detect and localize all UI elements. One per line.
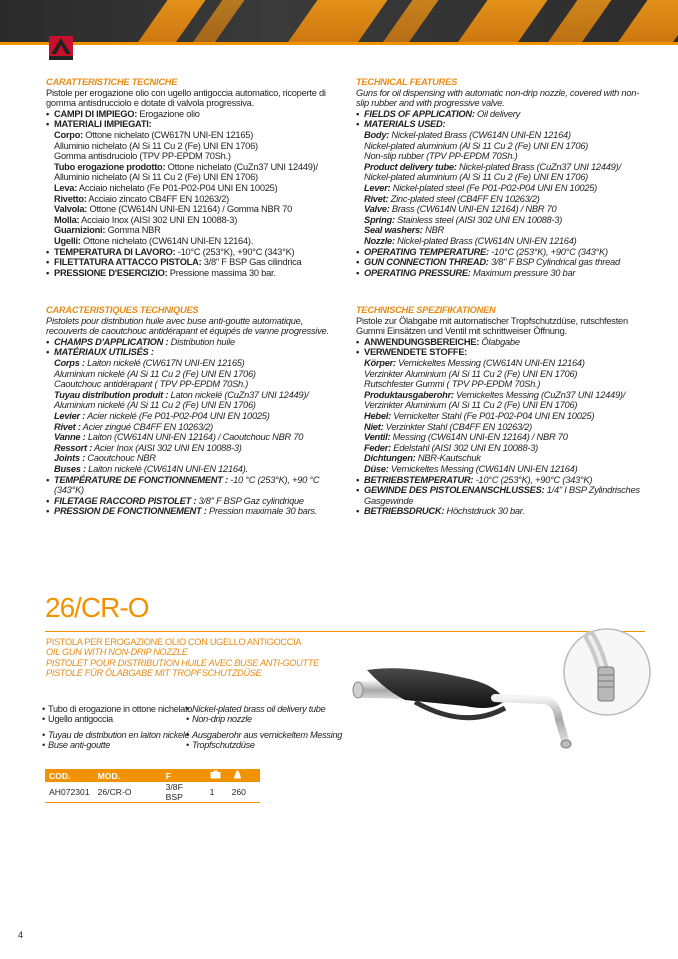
material-line (54, 194, 342, 205)
item-value: Oil delivery (474, 108, 521, 119)
material-value: Nickel-plated aluminium (Al Si 11 Cu 2 (Fe) UNI EN 1706) (364, 140, 589, 151)
intro-en: Guns for oil dispensing with automatic non-drip nozzle, covered with non-slip rubber and with progressive valve. (356, 87, 640, 109)
feature-item: • Ausgaberohr aus vernickeltem Messing (186, 730, 342, 740)
heading-en: TECHNICAL FEATURES (356, 77, 458, 87)
material-line (364, 162, 644, 173)
material-line (54, 400, 342, 411)
product-title-en: OIL GUN WITH NON-DRIP NOZZLE (46, 647, 188, 658)
product-table (45, 769, 260, 803)
material-value: Alluminio nichelato (Al Si 11 Cu 2 (Fe) UNI EN 1706) (54, 140, 258, 151)
intro-it: Pistole per erogazione olio con ugello antigoccia automatico, ricoperte di gomma antisdrucciolo e dotate di valvola progressiva. (46, 87, 326, 109)
heading-de: TECHNISCHE SPEZIFIKATIONEN (356, 305, 496, 315)
intro-fr: Pistolets pour distribution huile avec buse anti-goutte automatique, recouverts de caoutchouc antidérapant et équipés de vanne progressive. (46, 315, 329, 337)
cell-mod: 26/CR-O (94, 782, 162, 803)
list-item (356, 257, 644, 268)
material-label: Body: (364, 129, 390, 140)
material-line (364, 369, 644, 380)
material-label: Feder: (364, 442, 391, 453)
material-value: Acciaio nichelato (Fe P01-P02-P04 UNI EN 10025) (77, 182, 278, 193)
material-label: Lever: (364, 182, 391, 193)
material-line (364, 130, 644, 141)
material-label: Buses : (54, 463, 86, 474)
material-line (364, 432, 644, 443)
cell-cod: AH072301 (45, 782, 94, 803)
material-label: Guarnizioni: (54, 225, 106, 236)
material-line (54, 422, 342, 433)
list-item (46, 109, 342, 120)
item-value: Erogazione olio (137, 108, 200, 119)
material-value: Acier zingué CB4FF EN 10263/2) (80, 421, 213, 432)
list-item (356, 119, 644, 130)
product-titles (46, 637, 319, 679)
item-value: 3/8" F BSP Cylindrical gas thread (488, 257, 620, 268)
material-label: Düse: (364, 463, 389, 474)
material-line (54, 162, 342, 173)
item-value: 3/8" F BSP Gaz cylindrique (196, 495, 304, 506)
product-title-fr: PISTOLET POUR DISTRIBUTION HUILE AVEC BUSE ANTI-GOUTTE (46, 657, 319, 668)
item-label: OPERATING TEMPERATURE: (364, 246, 489, 257)
list-item (46, 119, 342, 130)
item-label: GEWINDE DES PISTOLENANSCHLUSSES: (364, 485, 545, 496)
material-label: Levier : (54, 410, 86, 421)
list-item (356, 247, 644, 258)
material-line (54, 225, 342, 236)
material-value: Nickel-plated Brass (CW614N UNI-EN 12164) (389, 129, 571, 140)
material-line (364, 204, 644, 215)
material-line (54, 379, 342, 390)
material-line (54, 172, 342, 183)
material-label: Seal washers: (364, 225, 423, 236)
material-value: Zinc-plated steel (CB4FF EN 10263/2) (388, 193, 540, 204)
material-value: Caoutchouc NBR (85, 453, 156, 464)
list-item (46, 475, 342, 496)
feature-item: • Buse anti-goutte (42, 740, 192, 750)
list-item (46, 257, 342, 268)
item-label: OPERATING PRESSURE: (364, 267, 471, 278)
product-title-it: PISTOLA PER EROGAZIONE OLIO CON UGELLO ANTIGOCCIA (46, 637, 302, 647)
material-label: Ugelli: (54, 235, 81, 246)
features-right (186, 704, 342, 751)
material-label: Rivet: (364, 193, 389, 204)
item-label: BETRIEBSTEMPERATUR: (364, 474, 474, 485)
material-label: Valve: (364, 204, 390, 215)
material-label: Hebel: (364, 410, 391, 421)
material-line (364, 215, 644, 226)
item-label: GUN CONNECTION THREAD: (364, 257, 489, 268)
feature-item: • Nickel-plated brass oil delivery tube (186, 704, 342, 714)
material-line (364, 400, 644, 411)
material-value: Ottone (CW614N UNI-EN 12164) / Gomma NBR 70 (87, 204, 293, 215)
material-value: Rutschfester Gummi ( TPV PP-EPDM 70Sh.) (364, 379, 541, 390)
material-value: Verzinkter Stahl (CB4FF EN 10263/2) (383, 421, 533, 432)
material-value: Acciaio zincato CB4FF EN 10263/2) (86, 193, 229, 204)
box-icon (210, 770, 221, 779)
material-value: Vernickeltes Messing (CW614N UNI-EN 12164) (395, 357, 585, 368)
material-value: Acciaio Inox (AISI 302 UNI EN 10088-3) (79, 214, 238, 225)
item-value: -10°C (253°K), +90°C (343°K) (473, 474, 593, 485)
material-label: Produktausgaberohr: (364, 389, 454, 400)
material-line (364, 141, 644, 152)
material-value: Ottone nichelato (CW617N UNI-EN 12165) (82, 129, 254, 140)
material-line (364, 379, 644, 390)
list-item (356, 347, 644, 358)
oil-gun-image (345, 640, 575, 760)
material-label: Tuyau distribution produit : (54, 389, 169, 400)
material-value: NBR-Kautschuk (415, 453, 481, 464)
material-line (54, 443, 342, 454)
list-item (46, 247, 342, 258)
item-value: Maximum pressure 30 bar (470, 267, 576, 278)
item-value: -10°C (253°K), +90°C (343°K) (175, 246, 295, 257)
section-en (356, 77, 644, 278)
item-label: PRESSIONE D'ESERCIZIO: (54, 267, 168, 278)
col-box (206, 769, 228, 782)
material-line (54, 141, 342, 152)
material-value: Laton nickelé (CuZn37 UNI 12449)/ (168, 389, 309, 400)
material-label: Dichtungen: (364, 453, 416, 464)
product-code: 26/CR-O (45, 592, 149, 623)
material-label: Leva: (54, 182, 78, 193)
item-label: TEMPÉRATURE DE FONCTIONNEMENT : (54, 474, 228, 485)
material-value: Gomma NBR (105, 225, 161, 236)
material-line (364, 390, 644, 401)
material-value: Non-slip rubber (TPV PP-EPDM 70Sh.) (364, 151, 518, 162)
item-label: CHAMPS D'APPLICATION : (54, 336, 169, 347)
material-value: Nickel-plated aluminium (Al Si 11 Cu 2 (Fe) UNI EN 1706) (364, 172, 589, 183)
material-label: Ressort : (54, 442, 93, 453)
material-value: Acier nickelé (Fe P01-P02-P04 UNI EN 10025) (85, 410, 270, 421)
list-item (46, 496, 342, 507)
material-value: Laiton (CW614N UNI-EN 12164) / Caoutchouc NBR 70 (85, 432, 304, 443)
table-row (45, 782, 260, 803)
material-line (364, 194, 644, 205)
material-line (54, 151, 342, 162)
item-value: Pressione massima 30 bar. (167, 267, 276, 278)
product-title-de: PISTOLE FÜR ÖLABGABE MIT TROPFSCHUTZDÜSE (46, 668, 262, 679)
feature-item: • Tropfschutzdüse (186, 740, 342, 750)
material-line (364, 358, 644, 369)
material-line (54, 215, 342, 226)
material-line (54, 432, 342, 443)
material-label: Corps : (54, 357, 85, 368)
material-line (54, 358, 342, 369)
material-value: Vernickeltes Messing (CuZn37 UNI 12449)/ (453, 389, 626, 400)
material-line (364, 422, 644, 433)
list-item (356, 109, 644, 120)
feature-item: • Tuyau de distribution en laiton nickelé (42, 730, 192, 740)
material-line (364, 453, 644, 464)
material-line (54, 453, 342, 464)
brand-logo (47, 34, 75, 62)
cell-weight: 260 (228, 782, 260, 803)
item-value: Pression maximale 30 bars. (206, 506, 318, 517)
item-label: FILETAGE RACCORD PISTOLET : (54, 495, 197, 506)
material-label: Tubo erogazione prodotto: (54, 161, 166, 172)
material-value: Aluminium nickelé (Al Si 11 Cu 2 (Fe) UNI EN 1706) (54, 400, 256, 411)
item-value: Ölabgabe (479, 336, 520, 347)
item-label: ANWENDUNGSBEREICHE: (364, 336, 480, 347)
weight-icon (232, 770, 243, 779)
feature-item: • Tubo di erogazione in ottone nichelato (42, 704, 192, 714)
item-label: BETRIEBSDRUCK: (364, 506, 445, 517)
product-rule (45, 631, 645, 632)
item-label: FILETTATURA ATTACCO PISTOLA: (54, 257, 202, 268)
material-value: Caoutchouc antidérapant ( TPV PP-EPDM 70Sh.) (54, 379, 249, 390)
material-label: Valvola: (54, 204, 88, 215)
material-line (364, 151, 644, 162)
cell-f: 3/8F BSP (162, 782, 206, 803)
section-de (356, 305, 644, 517)
material-value: Nickel-plated steel (Fe P01-P02-P04 UNI EN 10025) (390, 182, 598, 193)
material-value: Stainless steel (AISI 302 UNI EN 10088-3) (394, 214, 563, 225)
material-value: Gomma antisdruciolo (TPV PP-EPDM 70Sh.) (54, 151, 231, 162)
material-line (364, 183, 644, 194)
section-it (46, 77, 342, 278)
item-label: MATÉRIAUX UTILISÉS : (54, 347, 154, 358)
header-rule (0, 42, 678, 45)
material-value: Messing (CW614N UNI-EN 12164) / NBR 70 (390, 432, 568, 443)
item-label: CAMPI DI IMPIEGO: (54, 108, 138, 119)
nozzle-detail-image (562, 627, 652, 717)
item-label: PRESSION DE FONCTIONNEMENT : (54, 506, 207, 517)
material-value: Laiton nickelé (CW617N UNI-EN 12165) (84, 357, 245, 368)
material-line (54, 390, 342, 401)
col-weight (228, 769, 260, 782)
list-item (46, 268, 342, 279)
features-left (42, 704, 192, 751)
material-label: Molla: (54, 214, 80, 225)
feature-item: • Ugello antigoccia (42, 714, 192, 724)
material-value: Ottone nichelato (CW614N UNI-EN 12164). (80, 235, 254, 246)
material-line (364, 443, 644, 454)
item-label: VERWENDETE STOFFE: (364, 347, 468, 358)
material-value: Verzinkter Aluminium (Al Si 11 Cu 2 (Fe) UNI EN 1706) (364, 368, 578, 379)
material-line (364, 236, 644, 247)
material-label: Rivetto: (54, 193, 87, 204)
item-value: Höchstdruck 30 bar. (444, 506, 525, 517)
material-value: Ottone nichelato (CuZn37 UNI 12449)/ (165, 161, 318, 172)
material-line (364, 225, 644, 236)
cell-pack: 1 (206, 782, 228, 803)
heading-fr: CARACTERISTIQUES TECHNIQUES (46, 305, 199, 315)
material-value: Vernickeltes Messing (CW614N UNI-EN 12164) (388, 463, 578, 474)
list-item (356, 485, 644, 506)
item-label: TEMPERATURA DI LAVORO: (54, 246, 176, 257)
material-label: Körper: (364, 357, 396, 368)
col-mod: MOD. (94, 769, 162, 782)
material-value: Verzinkter Aluminium (Al Si 11 Cu 2 (Fe) UNI EN 1706) (364, 400, 578, 411)
material-value: Aluminium nickelé (Al Si 11 Cu 2 (Fe) UNI EN 1706) (54, 368, 256, 379)
item-label: MATERIALS USED: (364, 119, 446, 130)
item-value: 1/4" I BSP Zylindrisches Gasgewinde (364, 485, 640, 506)
col-cod: COD. (45, 769, 94, 782)
list-item (46, 347, 342, 358)
material-line (54, 369, 342, 380)
material-line (364, 464, 644, 475)
intro-de: Pistole zur Ölabgabe mit automatischer Tropfschutzdüse, rutschfesten Gummi Einsätzen und Ventil mit schrittweiser Öffnung. (356, 315, 628, 337)
table-header-row (45, 769, 260, 782)
list-item (356, 268, 644, 279)
material-value: Vernickelter Stahl (Fe P01-P02-P04 UNI EN 10025) (390, 410, 595, 421)
material-line (54, 130, 342, 141)
material-value: Nickel-plated Brass (CuZn37 UNI 12449)/ (456, 161, 621, 172)
material-value: Nickel-plated Brass (CW614N UNI-EN 12164) (394, 235, 577, 246)
material-label: Corpo: (54, 129, 83, 140)
item-value: 3/8" F BSP Gas cilindrica (201, 257, 302, 268)
col-f: F (162, 769, 206, 782)
header-band (0, 0, 678, 42)
item-label: FIELDS OF APPLICATION: (364, 108, 475, 119)
material-value: Alluminio nichelato (Al Si 11 Cu 2 (Fe) UNI EN 1706) (54, 172, 258, 183)
list-item (46, 337, 342, 348)
material-label: Niet: (364, 421, 384, 432)
list-item (356, 337, 644, 348)
material-line (54, 464, 342, 475)
material-line (364, 172, 644, 183)
item-label: MATERIALI IMPIEGATI: (54, 119, 152, 130)
material-value: Laiton nickelé (CW614N UNI-EN 12164). (85, 463, 248, 474)
material-line (54, 183, 342, 194)
section-fr (46, 305, 342, 517)
material-line (54, 236, 342, 247)
page-number: 4 (18, 930, 24, 940)
material-label: Joints : (54, 453, 86, 464)
item-value: Distribution huile (168, 336, 235, 347)
material-value: Acier Inox (AISI 302 UNI EN 10088-3) (92, 442, 242, 453)
material-label: Nozzle: (364, 235, 395, 246)
material-line (364, 411, 644, 422)
list-item (356, 506, 644, 517)
material-line (54, 411, 342, 422)
list-item (356, 475, 644, 486)
material-label: Ventil: (364, 432, 391, 443)
material-label: Rivet : (54, 421, 81, 432)
material-label: Product delivery tube: (364, 161, 457, 172)
material-line (54, 204, 342, 215)
material-value: NBR (422, 225, 444, 236)
material-value: Brass (CW614N UNI-EN 12164) / NBR 70 (389, 204, 557, 215)
list-item (46, 506, 342, 517)
material-value: Edelstahl (AISI 302 UNI EN 10088-3) (390, 442, 538, 453)
material-label: Vanne : (54, 432, 86, 443)
material-label: Spring: (364, 214, 395, 225)
item-value: -10 °C (253°K), +90 °C (343°K) (54, 474, 320, 496)
feature-item: • Non-drip nozzle (186, 714, 342, 724)
item-value: -10°C (253°K), +90°C (343°K) (488, 246, 608, 257)
heading-it: CARATTERISTICHE TECNICHE (46, 77, 178, 87)
